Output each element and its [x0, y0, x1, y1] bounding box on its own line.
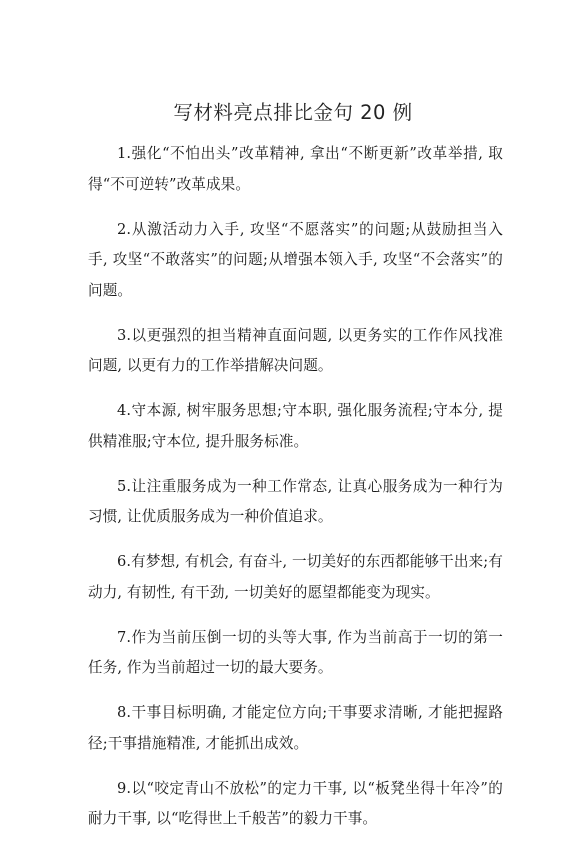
list-item: 9.以“咬定青山不放松”的定力干事, 以“板凳坐得十年冷”的耐力干事, 以“吃得世上千般苦”的毅力干事。: [88, 779, 503, 827]
list-item: 2.从激活动力入手, 攻坚“不愿落实”的问题;从鼓励担当入手, 攻坚“不敢落实”的问题;从增强本领入手, 攻坚“不会落实”的问题。: [88, 220, 503, 299]
list-item: 5.让注重服务成为一种工作常态, 让真心服务成为一种行为习惯, 让优质服务成为一种价值追求。: [88, 477, 503, 525]
list-item: 7.作为当前压倒一切的头等大事, 作为当前高于一切的第一任务, 作为当前超过一切的最大要务。: [88, 628, 503, 676]
list-item: 6.有梦想, 有机会, 有奋斗, 一切美好的东西都能够干出来;有动力, 有韧性, 有干劲, 一切美好的愿望都能变为现实。: [88, 553, 503, 601]
list-item: 1.强化“不怕出头”改革精神, 拿出“不断更新”改革举措, 取得“不可逆转”改革成果。: [88, 145, 503, 193]
list-item: 3.以更强烈的担当精神直面问题, 以更务实的工作作风找准问题, 以更有力的工作举措解决问题。: [88, 326, 503, 374]
list-item: 8.干事目标明确, 才能定位方向;干事要求清晰, 才能把握路径;干事措施精准, 才能抓出成效。: [88, 704, 503, 752]
page-title: 写材料亮点排比金句 20 例: [173, 101, 413, 124]
item-list: [88, 139, 503, 849]
list-item: 4.守本源, 树牢服务思想;守本职, 强化服务流程;守本分, 提供精准服;守本位, 提升服务标准。: [88, 402, 503, 450]
